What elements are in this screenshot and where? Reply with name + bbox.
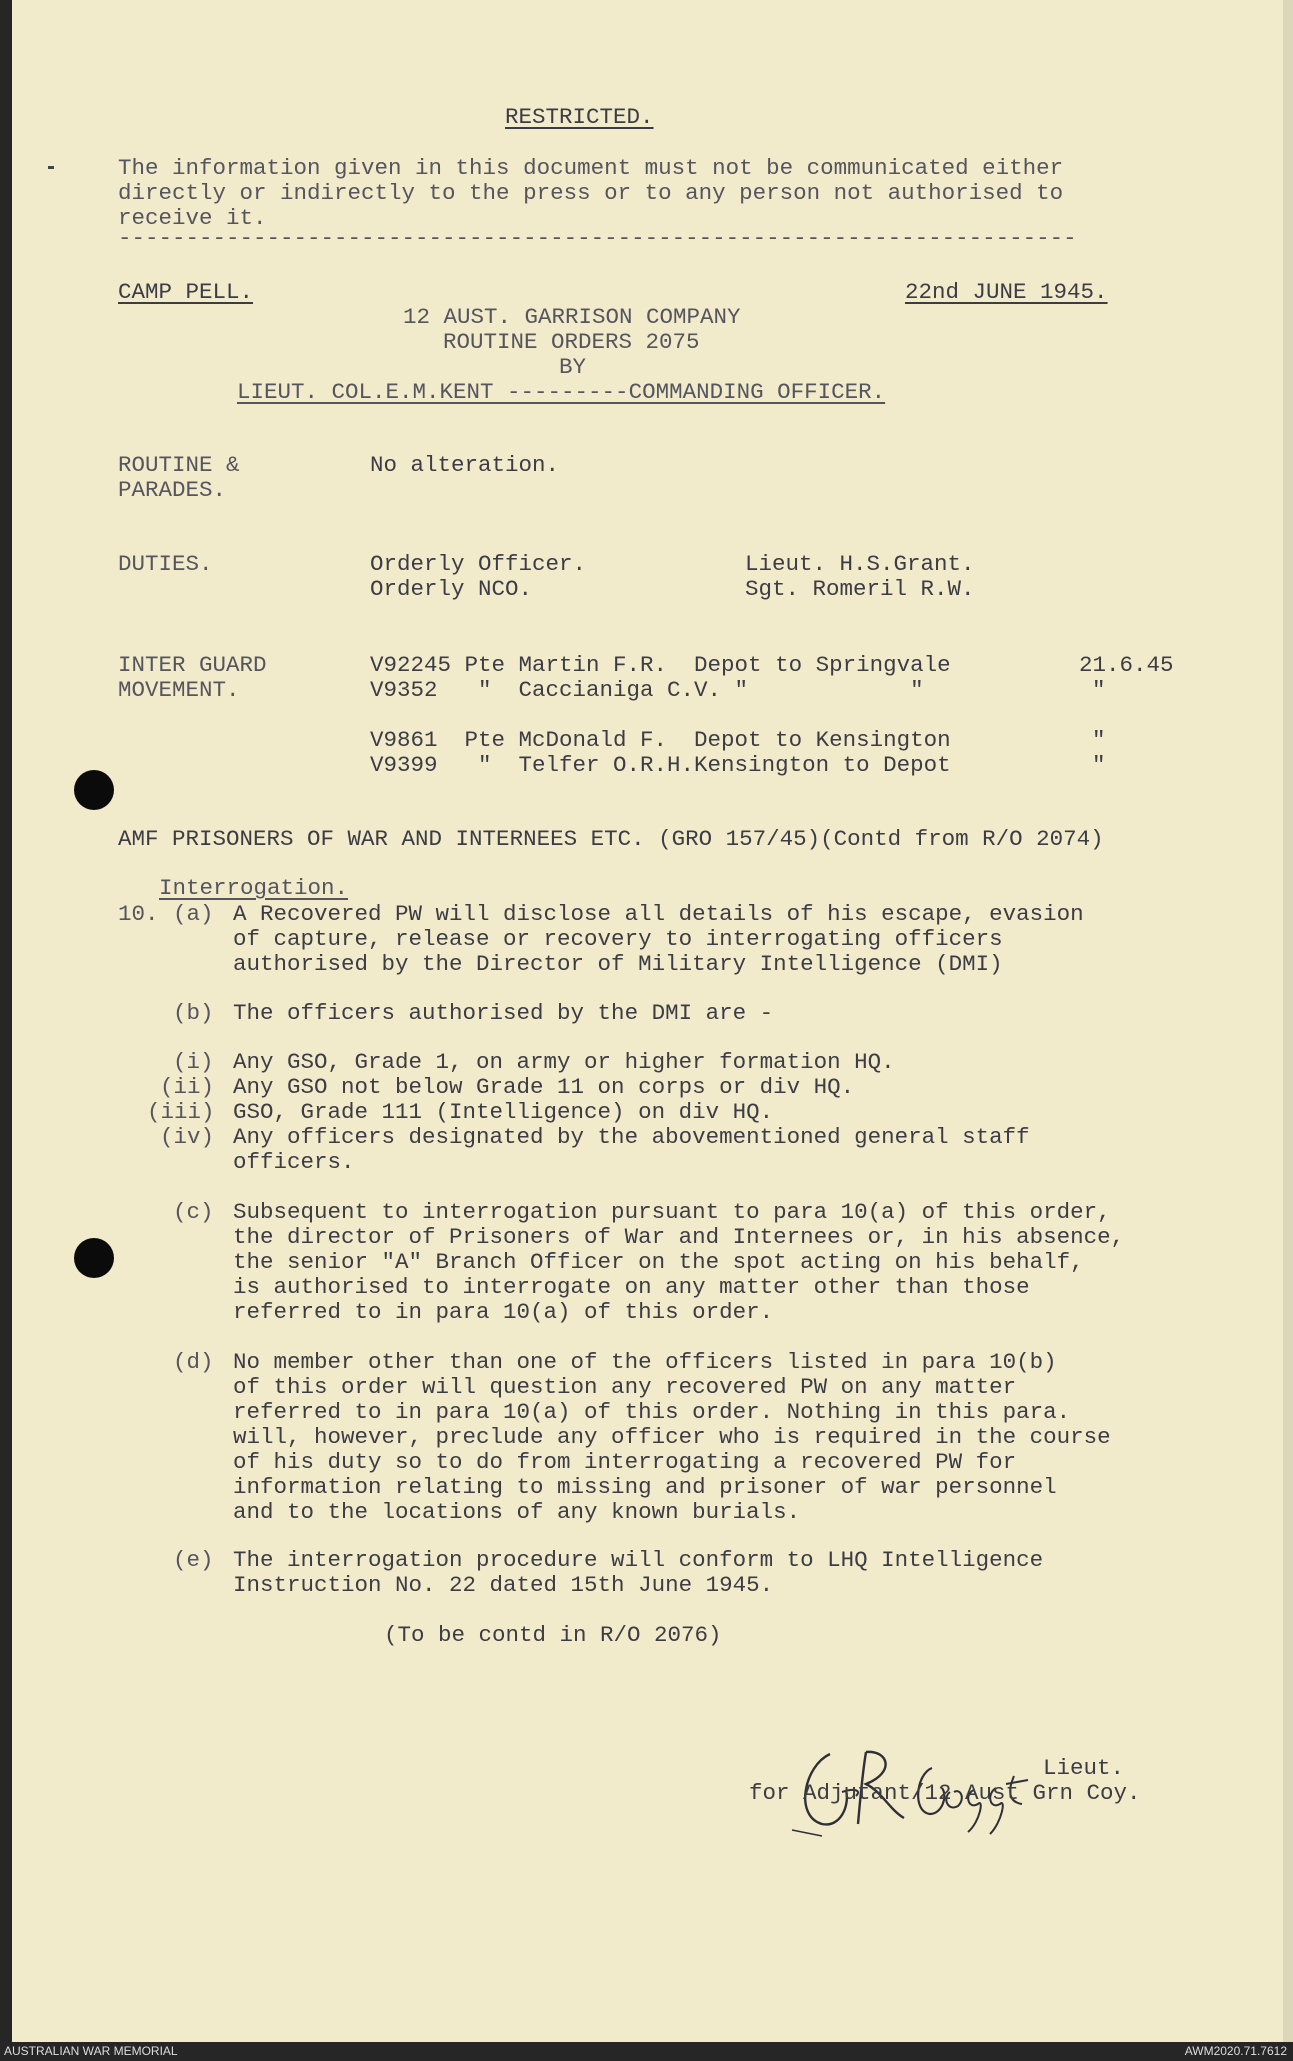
movement-date-1: 21.6.45 [1079, 652, 1174, 678]
signatory-for-line: for Adjutant/12 Aust Grn Coy. [749, 1780, 1141, 1806]
duty-name-2: Sgt. Romeril R.W. [745, 576, 975, 602]
signatory-rank: Lieut. [1043, 1755, 1125, 1781]
para-10b-text: The officers authorised by the DMI are - [233, 1000, 774, 1026]
page-edge [1283, 0, 1293, 2042]
para-10a-line-3: authorised by the Director of Military Intelligence (DMI) [233, 951, 1003, 977]
order-date: 22nd JUNE 1945. [905, 279, 1108, 305]
para-10e-letter: (e) [173, 1547, 214, 1573]
routine-value: No alteration. [370, 452, 560, 478]
margin-mark [48, 166, 54, 169]
movement-date-4: " [1092, 752, 1106, 778]
para-10c-line-2: the director of Prisoners of War and Internees or, in his absence, [233, 1224, 1125, 1250]
para-10a-line-1: A Recovered PW will disclose all details of his escape, evasion [233, 901, 1084, 927]
para-10d-line-6: information relating to missing and prisoner of war personnel [233, 1474, 1057, 1500]
orders-number: ROUTINE ORDERS 2075 [443, 329, 700, 355]
document-page [12, 0, 1293, 2042]
duty-role-2: Orderly NCO. [370, 576, 533, 602]
movement-date-3: " [1092, 727, 1106, 753]
warning-line-2: directly or indirectly to the press or to any person not authorised to [118, 180, 1064, 206]
location: CAMP PELL. [118, 279, 254, 305]
para-10d-line-7: and to the locations of any known burials. [233, 1499, 801, 1525]
warning-line-1: The information given in this document must not be communicated either [118, 155, 1064, 181]
amf-heading: AMF PRISONERS OF WAR AND INTERNEES ETC. (GRO 157/45)(Contd from R/O 2074) [118, 826, 1104, 852]
duty-role-1: Orderly Officer. [370, 551, 587, 577]
warning-line-3: receive it. [118, 205, 267, 231]
movement-row-3: V9861 Pte McDonald F. Depot to Kensington [370, 727, 951, 753]
movement-row-4: V9399 " Telfer O.R.H.Kensington to Depot [370, 752, 951, 778]
punch-hole-top [74, 770, 114, 810]
officer-num-3: (iii) [147, 1099, 215, 1125]
officer-line-3: GSO, Grade 111 (Intelligence) on div HQ. [233, 1099, 774, 1125]
separator-line: ----------------------------------------------------------------------- [118, 225, 1077, 251]
officer-line-2: Any GSO not below Grade 11 on corps or div HQ. [233, 1074, 855, 1100]
officer-line-4b: officers. [233, 1149, 355, 1175]
para-10a-letter: (a) [173, 901, 214, 927]
movement-row-1: V92245 Pte Martin F.R. Depot to Springvale [370, 652, 951, 678]
para-10e-line-2: Instruction No. 22 dated 15th June 1945. [233, 1572, 774, 1598]
officer-line-1: Any GSO, Grade 1, on army or higher formation HQ. [233, 1049, 895, 1075]
officer-num-1: (i) [173, 1049, 214, 1075]
para-10c-line-1: Subsequent to interrogation pursuant to para 10(a) of this order, [233, 1199, 1111, 1225]
para-10c-line-3: the senior "A" Branch Officer on the spot acting on his behalf, [233, 1249, 1084, 1275]
footer-institution: AUSTRALIAN WAR MEMORIAL [4, 2044, 178, 2058]
officer-num-2: (ii) [160, 1074, 215, 1100]
punch-hole-bottom [74, 1238, 114, 1278]
para-10c-letter: (c) [173, 1199, 214, 1225]
inter-guard-label-2: MOVEMENT. [118, 677, 240, 703]
interrogation-subheading: Interrogation. [159, 875, 349, 901]
para-10-number: 10. [118, 901, 159, 927]
para-10d-line-2: of this order will question any recovered PW on any matter [233, 1374, 1017, 1400]
routine-label-1: ROUTINE & [118, 452, 240, 478]
para-10e-line-1: The interrogation procedure will conform to LHQ Intelligence [233, 1547, 1044, 1573]
para-10d-line-5: of his duty so to do from interrogating a recovered PW for [233, 1449, 1017, 1475]
para-10d-line-1: No member other than one of the officers listed in para 10(b) [233, 1349, 1057, 1375]
duty-name-1: Lieut. H.S.Grant. [745, 551, 975, 577]
inter-guard-label-1: INTER GUARD [118, 652, 267, 678]
para-10c-line-5: referred to in para 10(a) of this order. [233, 1299, 774, 1325]
classification-heading: RESTRICTED. [505, 104, 654, 130]
para-10d-line-3: referred to in para 10(a) of this order. Nothing in this para. [233, 1399, 1071, 1425]
para-10a-line-2: of capture, release or recovery to interrogating officers [233, 926, 1003, 952]
para-10d-letter: (d) [173, 1349, 214, 1375]
continued-note: (To be contd in R/O 2076) [384, 1622, 722, 1648]
footer-reference: AWM2020.71.7612 [1184, 2044, 1287, 2058]
routine-label-2: PARADES. [118, 477, 227, 503]
by-line: BY [559, 354, 587, 380]
para-10c-line-4: is authorised to interrogate on any matter other than those [233, 1274, 1030, 1300]
para-10d-line-4: will, however, preclude any officer who is required in the course [233, 1424, 1111, 1450]
officer-line-4: Any officers designated by the abovementioned general staff [233, 1124, 1030, 1150]
officer-num-4: (iv) [160, 1124, 215, 1150]
para-10b-letter: (b) [173, 1000, 214, 1026]
duties-label: DUTIES. [118, 551, 213, 577]
unit-name: 12 AUST. GARRISON COMPANY [403, 304, 741, 330]
movement-row-2: V9352 " Caccianiga C.V. " " [370, 677, 924, 703]
movement-date-2: " [1092, 677, 1106, 703]
commanding-officer-line: LIEUT. COL.E.M.KENT ---------COMMANDING OFFICER. [237, 379, 886, 405]
